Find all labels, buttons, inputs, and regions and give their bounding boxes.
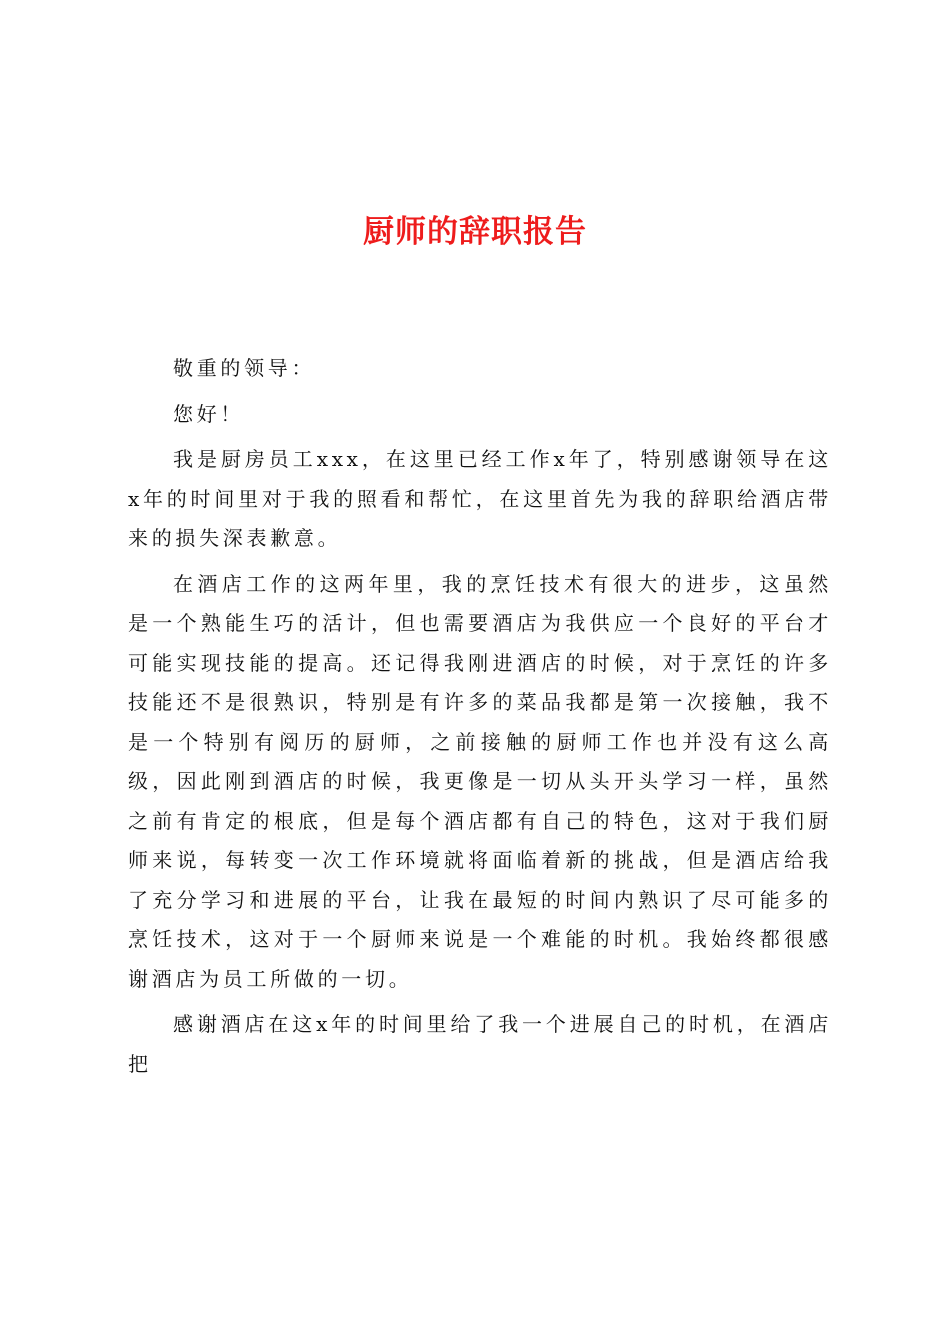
- document-body: [128, 349, 832, 1090]
- paragraph: 感谢酒店在这x年的时间里给了我一个进展自己的时机，在酒店把: [128, 1012, 832, 1076]
- document-title: 厨师的辞职报告: [363, 214, 587, 250]
- paragraph: 在酒店工作的这两年里，我的烹饪技术有很大的进步，这虽然是一个熟能生巧的活计，但也需要酒店为我供应一个良好的平台才可能实现技能的提高。还记得我刚进酒店的时候，对于烹饪的许多技能还不是很熟识，特别是有许多的菜品我都是第一次接触，我不是一个特别有阅历的厨师，之前接触的厨师工作也并没有这么高级，因此刚到酒店的时候，我更像是一切从头开头学习一样，虽然之前有肯定的根底，但是每个酒店都有自己的特色，这对于我们厨师来说，每转变一次工作环境就将面临着新的挑战，但是酒店给我了充分学习和进展的平台，让我在最短的时间内熟识了尽可能多的烹饪技术，这对于一个厨师来说是一个难能的时机。我始终都很感谢酒店为员工所做的一切。: [128, 571, 832, 991]
- salutation: 敬重的领导：: [173, 356, 316, 380]
- paragraph: 我是厨房员工xxx，在这里已经工作x年了，特别感谢领导在这x年的时间里对于我的照看和帮忙，在这里首先为我的辞职给酒店带来的损失深表歉意。: [128, 447, 832, 550]
- greeting: 您好！: [173, 401, 245, 426]
